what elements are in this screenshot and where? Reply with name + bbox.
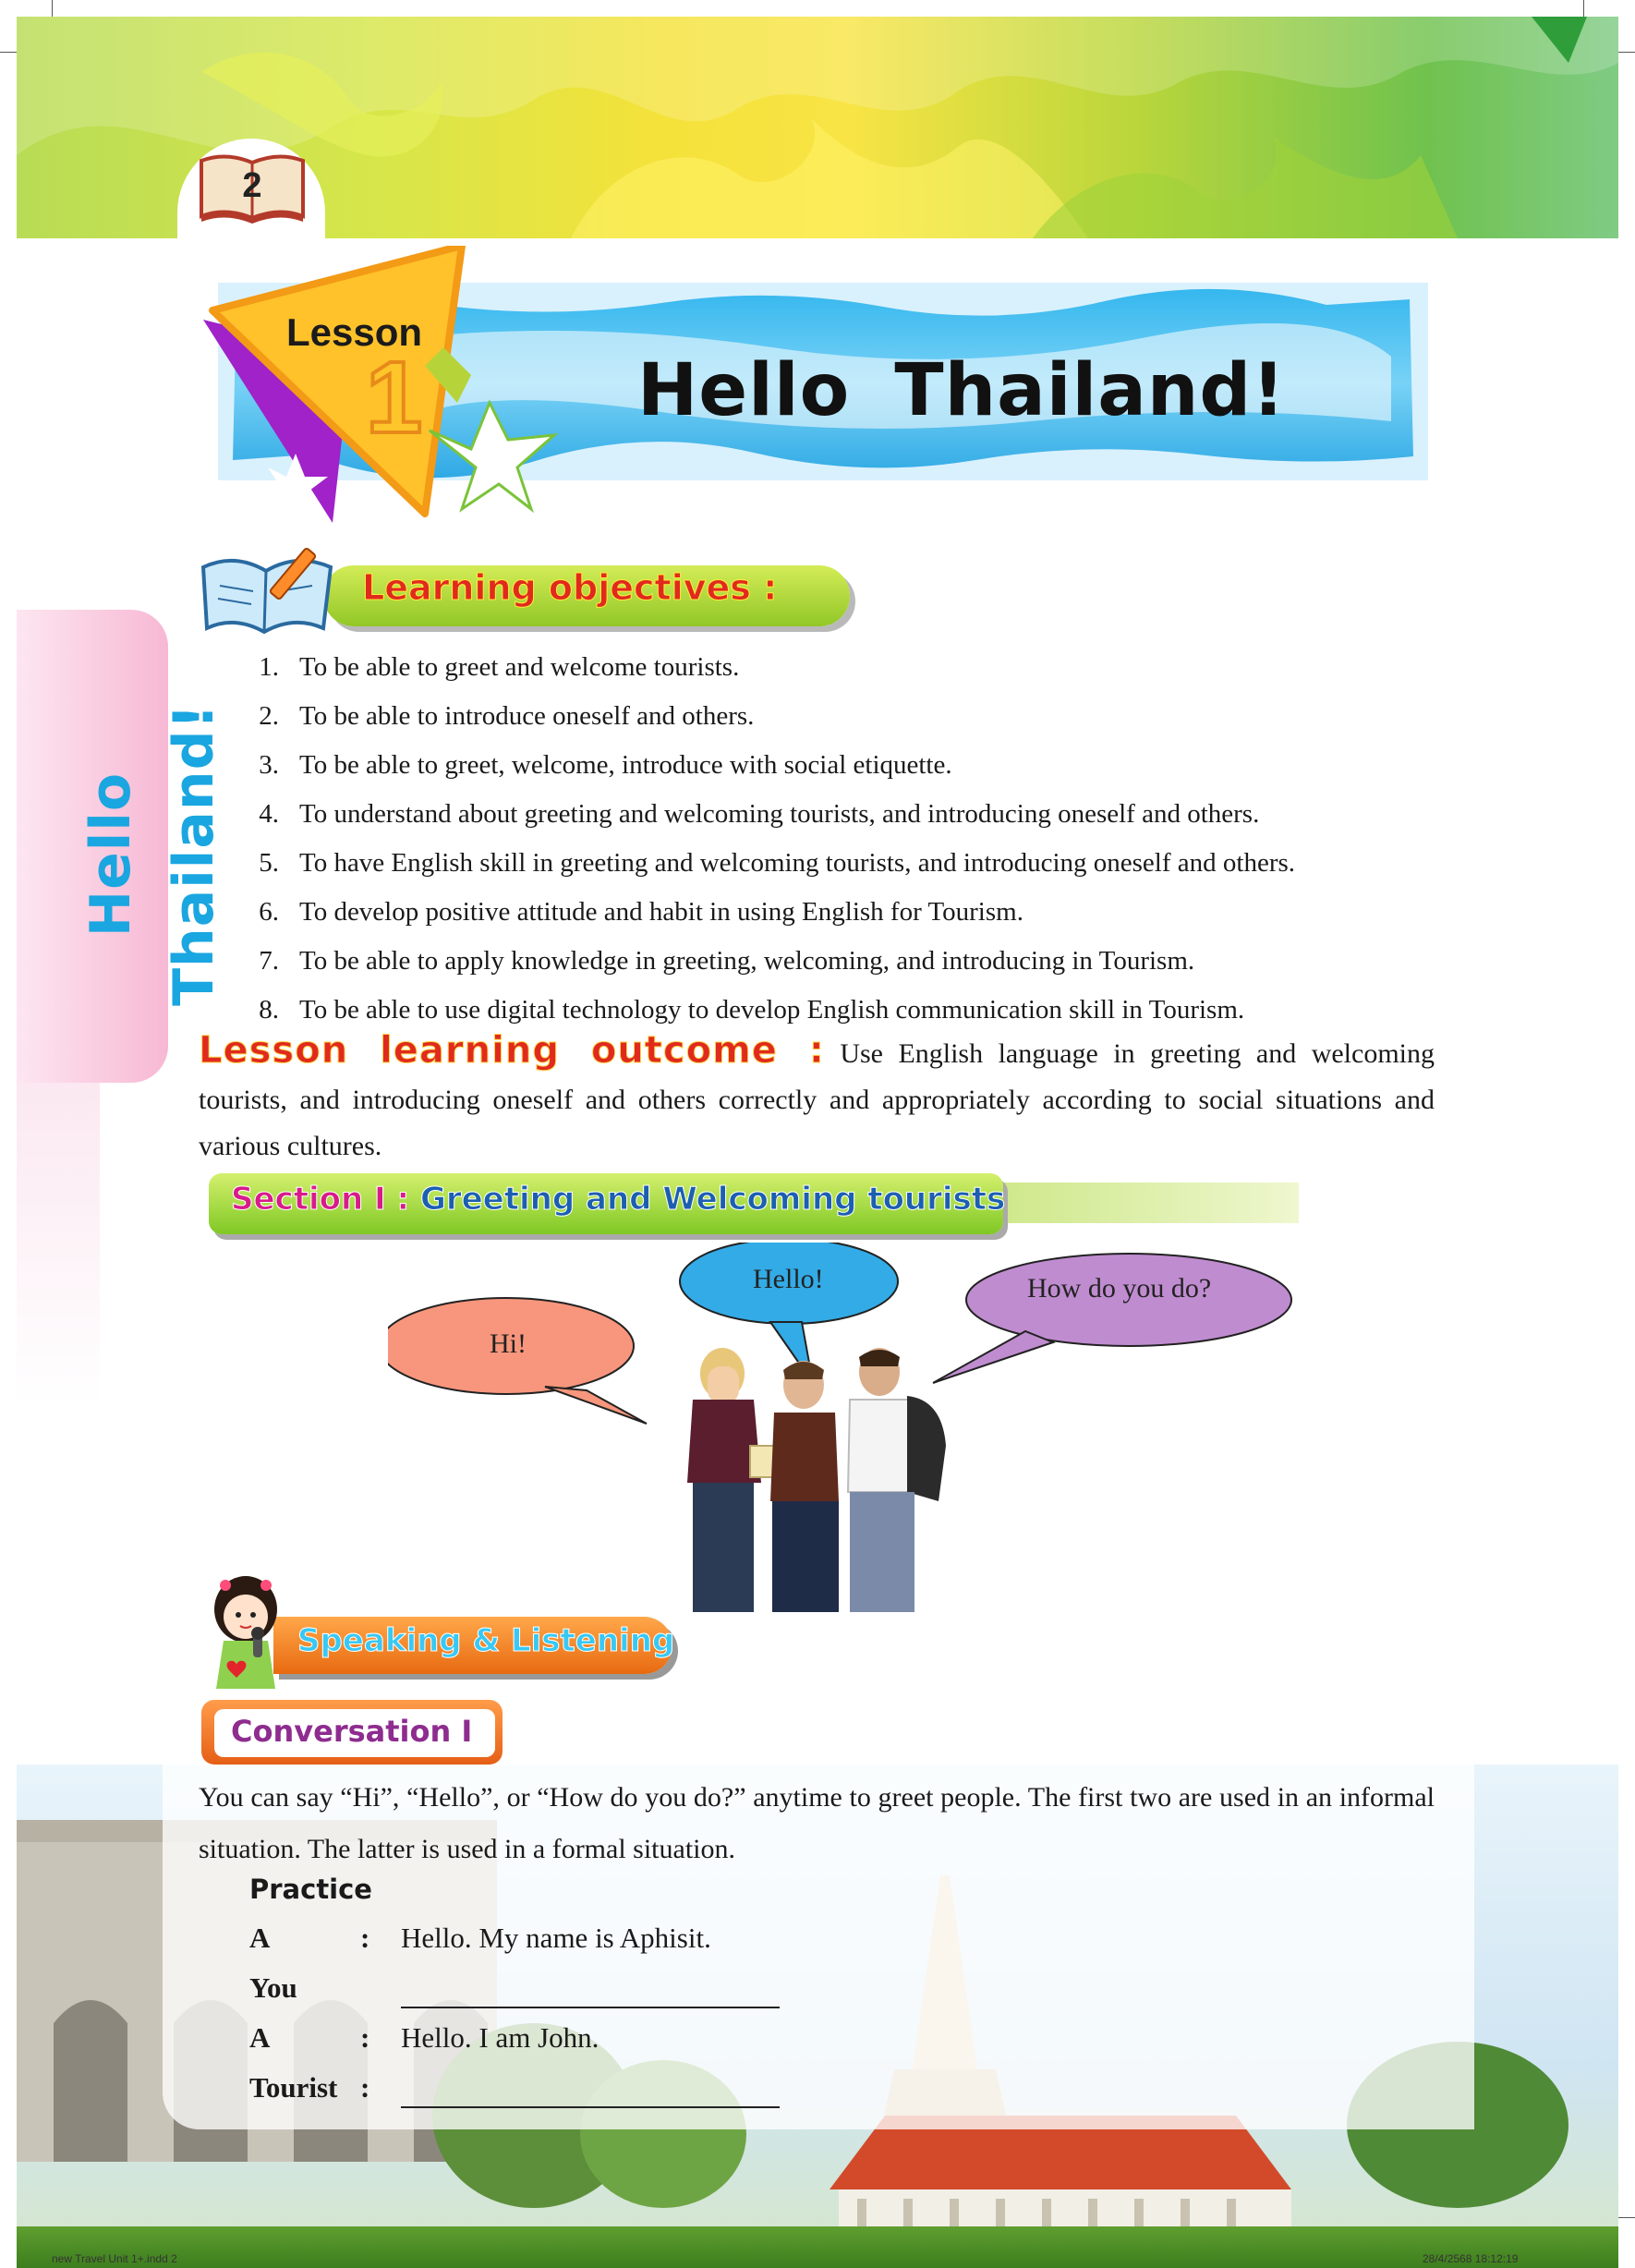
objective-item: 7. To be able to apply knowledge in greeting, welcoming, and introducing in Tourism. (259, 946, 1195, 976)
answer-blank-line (401, 2106, 780, 2108)
speaker-colon: : (360, 1922, 370, 1954)
section-name: Greeting and Welcoming tourists (419, 1181, 1006, 1218)
answer-blank-line (401, 2007, 780, 2008)
dialogue-text: Hello. My name is Aphisit. (401, 1922, 711, 1954)
conversation-intro: You can say “Hi”, “Hello”, or “How do you do?” anytime to greet people. The first two are used in an informal situation. The latter is used in a formal situation. (199, 1782, 1435, 1864)
speaker-colon: : (360, 2021, 370, 2054)
how-bubble-text: How do you do? (1027, 1273, 1212, 1304)
hello-bubble-text: Hello! (753, 1264, 824, 1294)
lesson-number: 1 (366, 341, 423, 455)
outcome-text: Use English language in greeting and welcoming tourists, and introducing oneself and others correctly and appropriately according to social situations and various cultures. (199, 1038, 1435, 1161)
practice-label: Practice (249, 1874, 372, 1905)
lesson-title: Hello Thailand! (637, 349, 1286, 432)
outcome-label: Lesson learning outcome : (199, 1029, 825, 1072)
open-book-pencil-icon (198, 540, 336, 639)
footer-file-name: new Travel Unit 1+.indd 2 (52, 2252, 177, 2265)
section-banner-fade (998, 1183, 1299, 1223)
speaker: Tourist (249, 2071, 338, 2104)
hi-bubble-text: Hi! (490, 1328, 527, 1359)
dialogue-text: Hello. I am John. (401, 2021, 600, 2054)
objective-item: 1. To be able to greet and welcome tourists. (259, 652, 740, 682)
objective-item: 6. To develop positive attitude and habit in using English for Tourism. (259, 897, 1023, 927)
tourists-greeting-illustration (665, 1344, 970, 1617)
learning-outcome (199, 1029, 1435, 1170)
girl-with-microphone-icon (201, 1569, 294, 1689)
side-tab-title: Hello Thailand! (79, 703, 226, 1006)
speaker: A (249, 1922, 271, 1954)
footer-timestamp: 28/4/2568 18:12:19 (1423, 2252, 1519, 2265)
section-label: Section I : (231, 1181, 410, 1218)
speaker-colon: : (360, 2071, 370, 2104)
lesson-label: Lesson (286, 310, 423, 354)
objective-item: 5. To have English skill in greeting and welcoming tourists, and introducing oneself and others. (259, 848, 1296, 878)
page-number: 2 (242, 166, 262, 205)
speaker: You (249, 1971, 297, 2004)
objective-item: 3. To be able to greet, welcome, introduce with social etiquette. (259, 750, 952, 780)
objective-item: 2. To be able to introduce oneself and others. (259, 701, 755, 731)
objectives-heading: Learning objectives : (362, 567, 778, 608)
objective-item: 4. To understand about greeting and welcoming tourists, and introducing oneself and others. (259, 799, 1260, 829)
objective-item: 8. To be able to use digital technology to develop English communication skill in Tourism. (259, 995, 1245, 1025)
hi-bubble-tail (545, 1387, 647, 1424)
objectives-list (248, 647, 1448, 1038)
side-tab-fade (17, 1083, 100, 1406)
speaking-listening-title: Speaking & Listening (297, 1622, 675, 1659)
section-title (231, 1181, 1005, 1218)
speaker: A (249, 2021, 271, 2054)
conversation-title: Conversation I (231, 1714, 473, 1749)
